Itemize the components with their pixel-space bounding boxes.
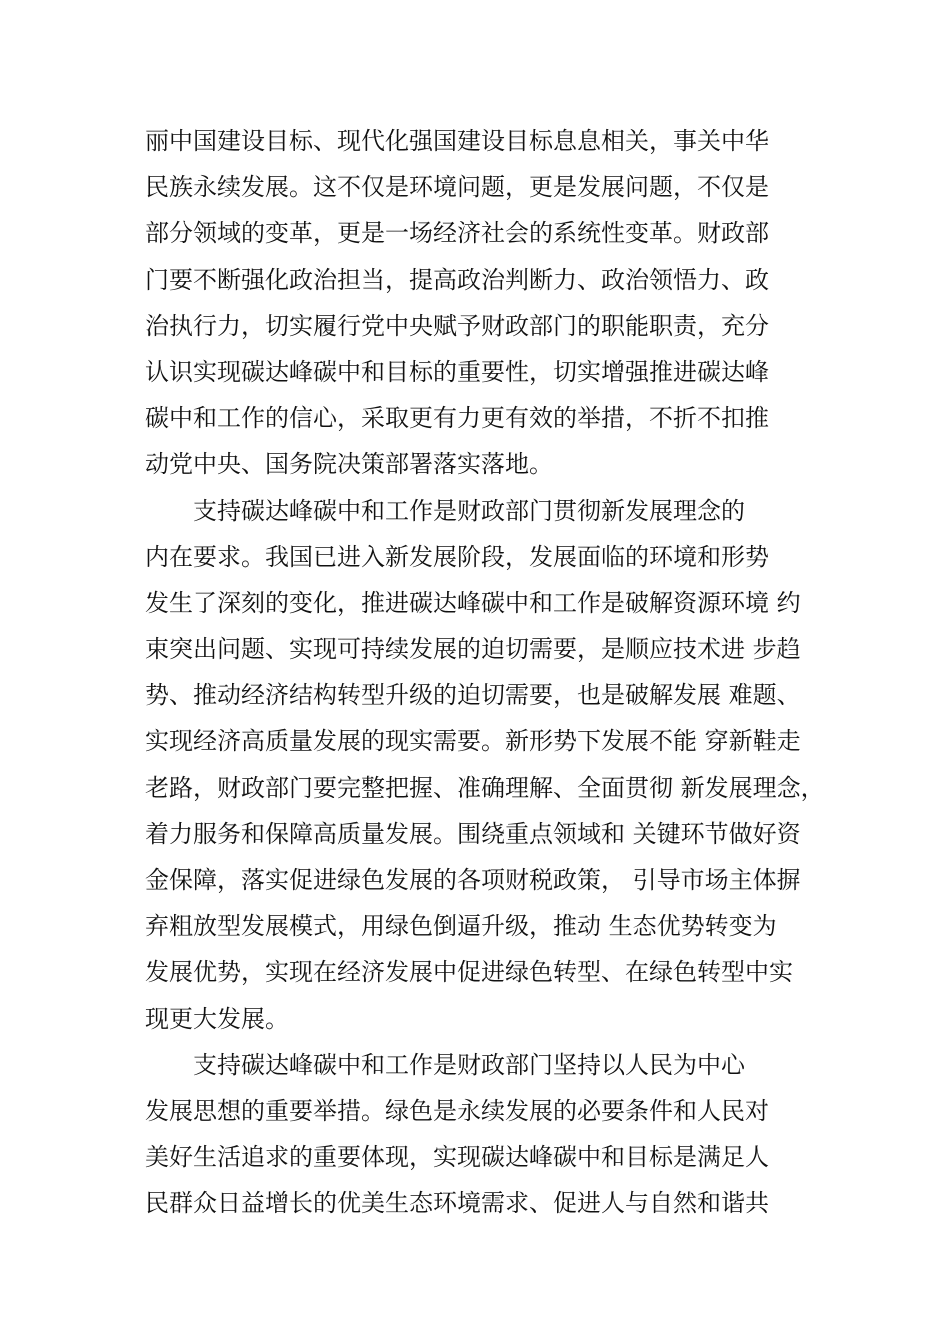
text-line: 碳中和工作的信心，采取更有力更有效的举措，不折不扣推 xyxy=(145,404,769,433)
text-line: 门要不断强化政治担当，提高政治判断力、政治领悟力、政 xyxy=(145,265,769,294)
text-line: 民族永续发展。这不仅是环境问题，更是发展问题，不仅是 xyxy=(145,173,769,202)
text-line: 民群众日益增长的优美生态环境需求、促进人与自然和谐共 xyxy=(145,1189,769,1218)
text-line: 老路，财政部门要完整把握、准确理解、全面贯彻 新发展理念， xyxy=(145,773,825,802)
text-line: 金保障，落实促进绿色发展的各项财税政策， 引导市场主体摒 xyxy=(145,866,801,894)
text-line: 势、推动经济结构转型升级的迫切需要，也是破解发展 难题、 xyxy=(145,681,801,710)
text-line: 美好生活追求的重要体现，实现碳达峰碳中和目标是满足人 xyxy=(145,1143,769,1172)
text-line: 治执行力，切实履行党中央赋予财政部门的职能职责，充分 xyxy=(145,311,769,340)
body-text xyxy=(145,118,865,1227)
text-line: 发展思想的重要举措。绿色是永续发展的必要条件和人民对 xyxy=(145,1096,769,1125)
text-line: 认识实现碳达峰碳中和目标的重要性，切实增强推进碳达峰 xyxy=(145,357,769,386)
paragraph-start-line: 支持碳达峰碳中和工作是财政部门贯彻新发展理念的 xyxy=(193,496,745,525)
paragraph-start-line: 支持碳达峰碳中和工作是财政部门坚持以人民为中心 xyxy=(193,1050,745,1079)
text-line: 丽中国建设目标、现代化强国建设目标息息相关，事关中华 xyxy=(145,127,769,155)
text-line: 现更大发展。 xyxy=(145,1004,289,1033)
text-line: 内在要求。我国已进入新发展阶段，发展面临的环境和形势 xyxy=(145,542,769,571)
text-line: 发生了深刻的变化，推进碳达峰碳中和工作是破解资源环境 约 xyxy=(145,588,801,617)
text-line: 弃粗放型发展模式，用绿色倒逼升级，推动 生态优势转变为 xyxy=(145,912,777,941)
text-line: 发展优势，实现在经济发展中促进绿色转型、在绿色转型中实 xyxy=(145,958,793,987)
text-line: 着力服务和保障高质量发展。围绕重点领域和 关键环节做好资 xyxy=(145,819,801,848)
text-line: 实现经济高质量发展的现实需要。新形势下发展不能 穿新鞋走 xyxy=(145,727,801,756)
text-line: 束突出问题、实现可持续发展的迫切需要，是顺应技术进 步趋 xyxy=(145,635,801,664)
text-line: 部分领域的变革，更是一场经济社会的系统性变革。财政部 xyxy=(145,219,769,248)
text-line: 动党中央、国务院决策部署落实落地。 xyxy=(145,450,553,479)
